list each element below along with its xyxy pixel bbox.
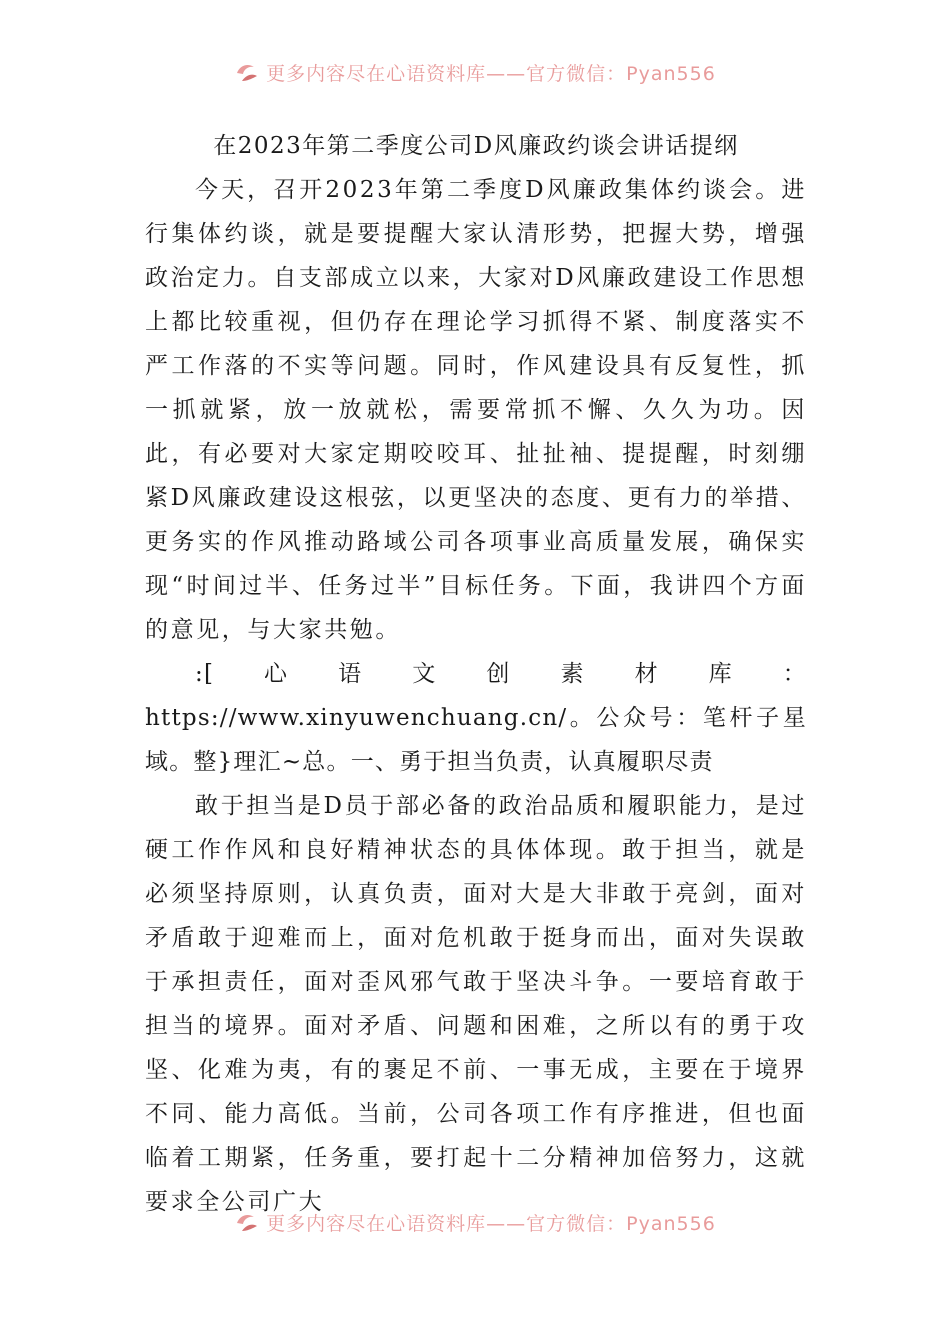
- red-ribbon-logo-icon: [234, 1209, 260, 1235]
- document-body: [145, 124, 807, 1224]
- watermark-text: 更多内容尽在心语资料库——官方微信：Pyan556: [266, 62, 716, 85]
- watermark-text: 更多内容尽在心语资料库——官方微信：Pyan556: [266, 1212, 716, 1235]
- paragraph: 敢于担当是D员于部必备的政治品质和履职能力，是过硬工作作风和良好精神状态的具体体现。敢于担当，就是必须坚持原则，认真负责，面对大是大非敢于亮剑，面对矛盾敢于迎难而上，面对危机敢于挺身而出，面对失误敢于承担责任，面对歪风邪气敢于坚决斗争。一要培育敢于担当的境界。面对矛盾、问题和困难，之所以有的勇于攻坚、化难为夷，有的裹足不前、一事无成，主要在于境界不同、能力高低。当前，公司各项工作有序推进，但也面临着工期紧，任务重，要打起十二分精神加倍努力，这就要求全公司广大: [145, 793, 807, 1215]
- document-title: 在2023年第二季度公司D风廉政约谈会讲话提纲: [213, 133, 739, 159]
- paragraph: 今天，召开2023年第二季度D风廉政集体约谈会。进行集体约谈，就是要提醒大家认清形势，把握大势，增强政治定力。自支部成立以来，大家对D风廉政建设工作思想上都比较重视，但仍存在理论学习抓得不紧、制度落实不严工作落的不实等问题。同时，作风建设具有反复性，抓一抓就紧，放一放就松，需要常抓不懈、久久为功。因此，有必要对大家定期咬咬耳、扯扯袖、提提醒，时刻绷紧D风廉政建设这根弦，以更坚决的态度、更有力的举措、更务实的作风推动路域公司各项事业高质量发展，确保实现“时间过半、任务过半”目标任务。下面，我讲四个方面的意见，与大家共勉。: [145, 177, 807, 643]
- header-watermark-banner: [0, 52, 950, 92]
- footer-watermark-banner: [0, 1202, 950, 1242]
- paragraph: :[心语文创素材库：https://www.xinyuwenchuang.cn/。公众号：笔杆子星域。整}理汇~总。一、勇于担当负责，认真履职尽责: [145, 661, 807, 775]
- red-ribbon-logo-icon: [234, 59, 260, 85]
